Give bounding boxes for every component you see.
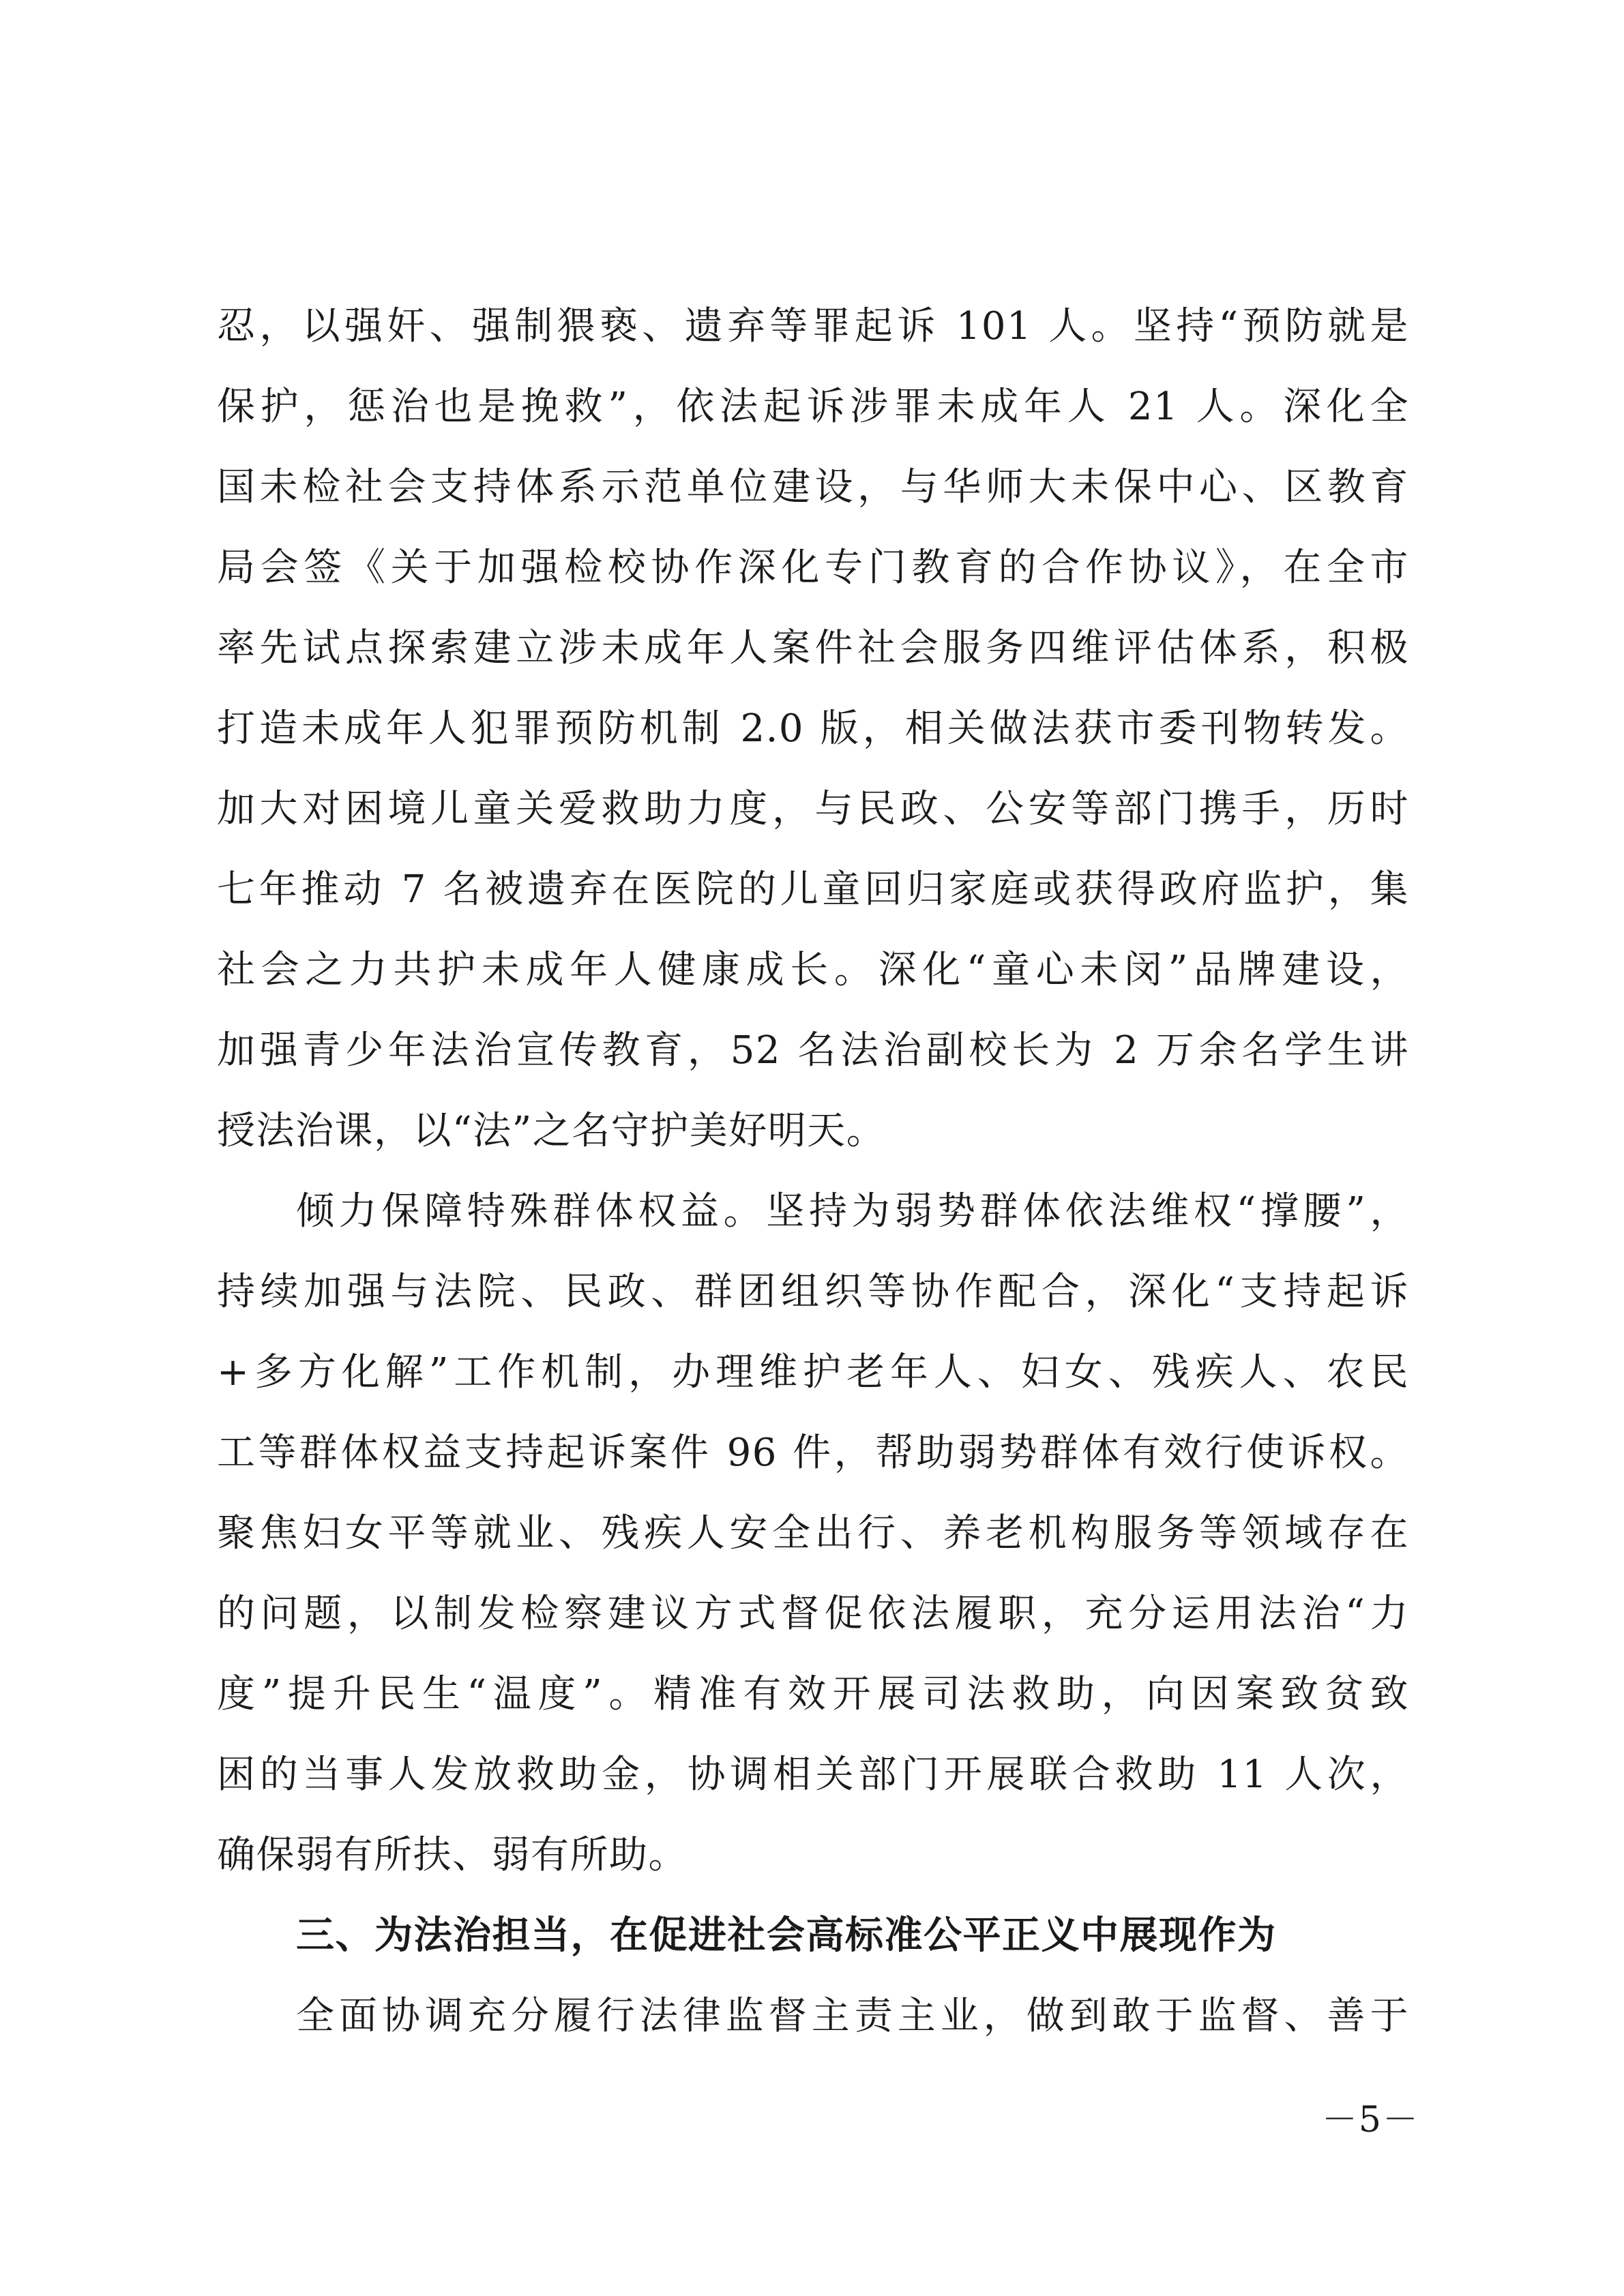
text-line-19: 困的当事人发放救助金，协调相关部门开展联合救助 11 人次， bbox=[217, 1753, 1409, 1797]
section-heading: 三、为法治担当，在促进社会高标准公平正义中展现作为 bbox=[296, 1913, 1277, 1958]
text-line-14: +多方化解”工作机制，办理维护老年人、妇女、残疾人、农民 bbox=[217, 1350, 1409, 1395]
text-line-5: 率先试点探索建立涉未成年人案件社会服务四维评估体系，积极 bbox=[217, 626, 1409, 670]
text-line-18: 度”提升民生“温度”。精准有效开展司法救助，向因案致贫致 bbox=[217, 1672, 1409, 1716]
text-line-16: 聚焦妇女平等就业、残疾人安全出行、养老机构服务等领域存在 bbox=[217, 1511, 1409, 1555]
text-line-2: 保护，惩治也是挽救”，依法起诉涉罪未成年人 21 人。深化全 bbox=[217, 385, 1409, 429]
text-line-10: 加强青少年法治宣传教育，52 名法治副校长为 2 万余名学生讲 bbox=[217, 1028, 1409, 1073]
body-text bbox=[217, 286, 1409, 2057]
text-line-8: 七年推动 7 名被遗弃在医院的儿童回归家庭或获得政府监护，集 bbox=[217, 867, 1409, 912]
text-line-6: 打造未成年人犯罪预防机制 2.0 版，相关做法获市委刊物转发。 bbox=[217, 706, 1409, 751]
paragraph-start-legal-supervision: 全面协调充分履行法律监督主责主业，做到敢于监督、善于 bbox=[296, 1994, 1409, 2038]
page-number: －5－ bbox=[1321, 2100, 1419, 2141]
text-line-17: 的问题，以制发检察建议方式督促依法履职，充分运用法治“力 bbox=[217, 1592, 1409, 1636]
text-line-20: 确保弱有所扶、弱有所助。 bbox=[217, 1833, 688, 1877]
text-line-4: 局会签《关于加强检校协作深化专门教育的合作协议》，在全市 bbox=[217, 546, 1409, 590]
text-line-7: 加大对困境儿童关爱救助力度，与民政、公安等部门携手，历时 bbox=[217, 787, 1409, 831]
paragraph-start-special-groups: 倾力保障特殊群体权益。坚持为弱势群体依法维权“撑腰”， bbox=[296, 1189, 1409, 1234]
text-line-13: 持续加强与法院、民政、群团组织等协作配合，深化“支持起诉 bbox=[217, 1270, 1409, 1314]
text-line-11: 授法治课，以“法”之名守护美好明天。 bbox=[217, 1109, 886, 1153]
text-line-15: 工等群体权益支持起诉案件 96 件，帮助弱势群体有效行使诉权。 bbox=[217, 1431, 1409, 1475]
text-line-9: 社会之力共护未成年人健康成长。深化“童心未闵”品牌建设， bbox=[217, 948, 1409, 992]
text-line-3: 国未检社会支持体系示范单位建设，与华师大未保中心、区教育 bbox=[217, 465, 1409, 509]
text-line-1: 忍，以强奸、强制猥亵、遗弃等罪起诉 101 人。坚持“预防就是 bbox=[217, 304, 1409, 348]
